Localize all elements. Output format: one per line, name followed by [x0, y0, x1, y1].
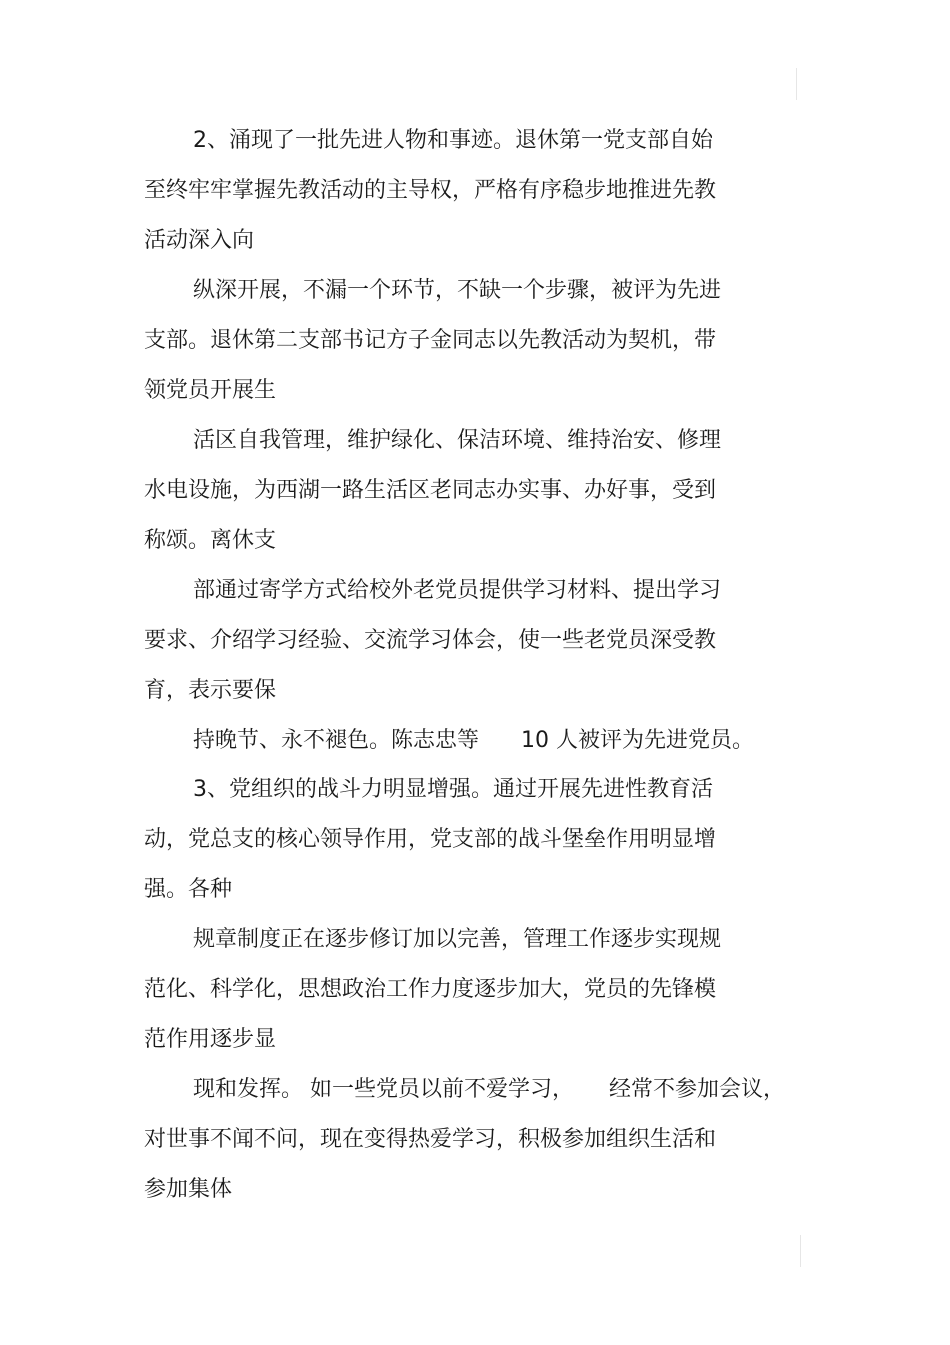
text-line: 持晚节、永不褪色。陈志忠等 10 人被评为先进党员。	[193, 728, 754, 753]
text-line: 支部。退休第二支部书记方子金同志以先教活动为契机，带	[144, 328, 717, 353]
text-line: 育，表示要保	[144, 678, 277, 703]
text-line: 纵深开展，不漏一个环节，不缺一个步骤，被评为先进	[193, 278, 722, 303]
text-line: 称颂。离休支	[144, 528, 277, 553]
text-line: 对世事不闻不问，现在变得热爱学习，积极参加组织生活和	[144, 1127, 717, 1152]
text-line: 至终牢牢掌握先教活动的主导权，严格有序稳步地推进先教	[144, 178, 717, 203]
text-line: 要求、介绍学习经验、交流学习体会，使一些老党员深受教	[144, 628, 717, 653]
text-line: 3、党组织的战斗力明显增强。通过开展先进性教育活	[193, 777, 713, 802]
text-line: 活区自我管理，维护绿化、保洁环境、维持治安、修理	[193, 428, 722, 453]
text-line: 现和发挥。 如一些党员以前不爱学习， 经常不参加会议，	[193, 1077, 785, 1102]
margin-mark-top	[796, 68, 797, 100]
text-line: 动，党总支的核心领导作用，党支部的战斗堡垒作用明显增	[144, 827, 717, 852]
margin-mark-bottom	[800, 1235, 801, 1267]
text-line: 参加集体	[144, 1177, 233, 1202]
text-line: 活动深入向	[144, 228, 255, 253]
text-line: 范作用逐步显	[144, 1027, 277, 1052]
text-line: 2、涌现了一批先进人物和事迹。退休第一党支部自始	[193, 128, 713, 153]
text-line: 范化、科学化，思想政治工作力度逐步加大，党员的先锋模	[144, 977, 717, 1002]
text-line: 强。各种	[144, 877, 233, 902]
text-line: 部通过寄学方式给校外老党员提供学习材料、提出学习	[193, 578, 722, 603]
text-line: 领党员开展生	[144, 378, 277, 403]
text-line: 水电设施，为西湖一路生活区老同志办实事、办好事，受到	[144, 478, 717, 503]
text-line: 规章制度正在逐步修订加以完善，管理工作逐步实现规	[193, 927, 722, 952]
